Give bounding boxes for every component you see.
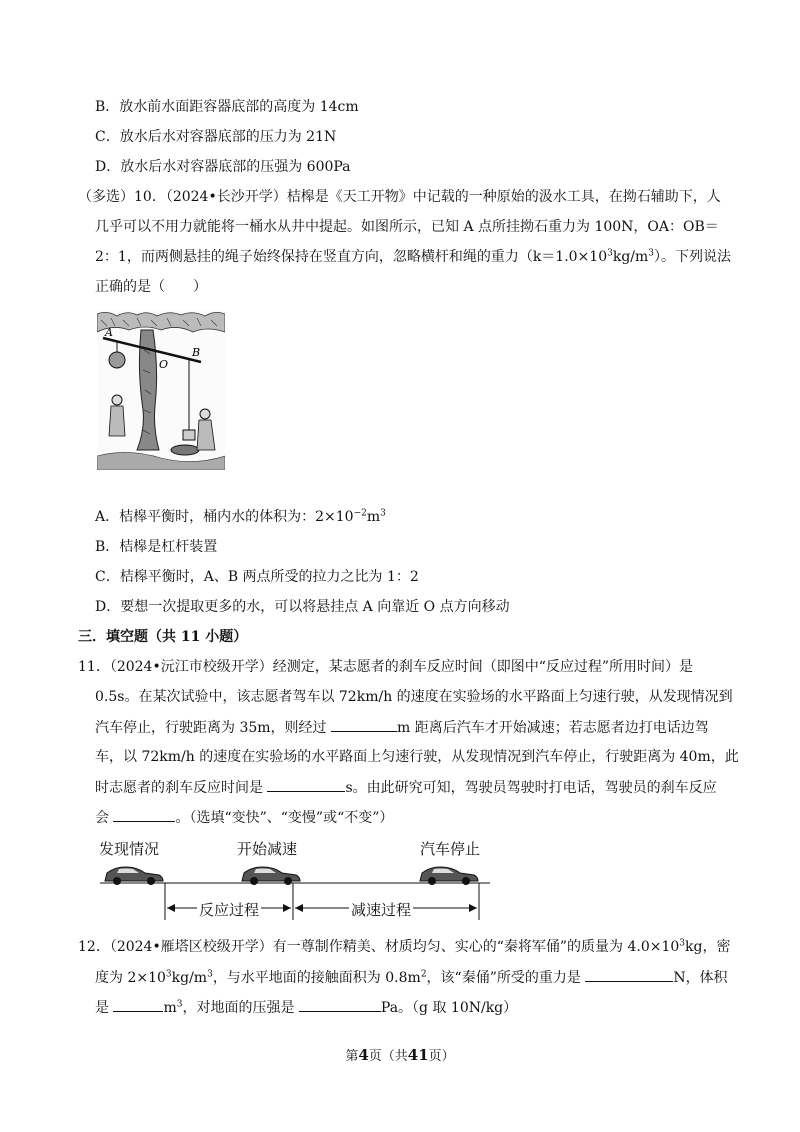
point-b-label: B xyxy=(192,346,201,359)
q10-stem-line2: 几乎可以不用力就能将一桶水从井中提起。如图所示，已知 A 点所挂拗石重力为 100N，OA：OB＝ xyxy=(95,219,719,235)
diagram-graphics xyxy=(95,838,495,923)
point-a-label: A xyxy=(105,326,113,339)
q11-line3: 汽车停止，行驶距离为 35m，则经过 m 距离后汽车才开始减速；若志愿者边打电话边驾 xyxy=(95,717,709,738)
car-icon xyxy=(105,867,163,885)
q11-blank-3[interactable] xyxy=(113,807,175,822)
q10-stem-line3: 2：1，而两侧悬挂的绳子始终保持在竖直方向，忽略横杆和绳的重力$(k=1.0\times 10^3kg/m^3)$。下列说法 xyxy=(95,248,732,265)
q9-option-b: B．放水前水面距容器底部的高度为 14cm xyxy=(95,99,359,115)
q9-option-c: C．放水后水对容器底部的压力为 21N xyxy=(95,129,337,145)
point-o-label: O xyxy=(159,358,169,371)
q12-line1: 12．（2024•雁塔区校级开学）有一尊制作精美、材质均匀、实心的“秦将军俑”的质量为 $4.0\times 10^3kg$，密 xyxy=(78,938,731,955)
q12-blank-2[interactable] xyxy=(113,997,163,1012)
q11-blank-2[interactable] xyxy=(267,777,345,792)
q11-line5: 时志愿者的刹车反应时间是 s。由此研究可知，驾驶员驾驶时打电话，驾驶员的刹车反应 xyxy=(95,777,717,798)
q11-line2: 0.5s。在某次试验中，该志愿者驾车以 72km/h 的速度在实验场的水平路面上匀速行驶，从发现情况到 xyxy=(95,689,733,705)
q11-line6: 会 。（选填“变快”、“变慢”或“不变”） xyxy=(95,807,393,828)
shadoof-illustration xyxy=(97,310,225,470)
page-number: 4 xyxy=(358,1046,369,1064)
q10-option-a: A．桔槔平衡时，桶内水的体积为：$2\times 10^{-2}m^3$ xyxy=(95,508,386,525)
q10-option-d: D．要想一次提取更多的水，可以将悬挂点 A 向靠近 O 点方向移动 xyxy=(95,599,510,615)
q12-blank-1[interactable] xyxy=(585,967,673,982)
q9-option-d: D．放水后水对容器底部的压强为 600Pa xyxy=(95,159,351,175)
braking-diagram xyxy=(95,838,495,923)
page-total: 41 xyxy=(407,1046,429,1064)
q10-option-c: C．桔槔平衡时，A、B 两点所受的拉力之比为 1：2 xyxy=(95,569,419,585)
q11-line4: 车，以 72km/h 的速度在实验场的水平路面上匀速行驶，从发现情况到汽车停止，行驶距离为 40m，此 xyxy=(95,749,739,765)
car-icon xyxy=(242,867,300,885)
section-title: 三．填空题（共 11 小题） xyxy=(78,629,248,645)
q12-blank-3[interactable] xyxy=(299,997,381,1012)
q10-option-b: B．桔槔是杠杆装置 xyxy=(95,539,218,555)
q12-line3: 是 $m^3$，对地面的压强是 Pa。（g 取 10N/kg） xyxy=(95,997,517,1018)
car-icon xyxy=(420,867,478,885)
q10-stem-line1: （多选）10．（2024•长沙开学）桔槔是《天工开物》中记载的一种原始的汲水工具，在拗石辅助下，人 xyxy=(78,189,721,205)
page-footer: 第4页（共41页） xyxy=(345,1046,455,1064)
q11-blank-1[interactable] xyxy=(331,717,397,732)
label-start-decel: 开始减速 xyxy=(237,840,298,858)
label-reaction-process: 反应过程 xyxy=(199,901,260,919)
q10-stem-line4: 正确的是（ ） xyxy=(95,279,207,295)
label-decel-process: 减速过程 xyxy=(351,901,412,919)
label-car-stop: 汽车停止 xyxy=(420,840,481,858)
label-discover: 发现情况 xyxy=(99,840,160,858)
q11-line1: 11．（2024•沅江市校级开学）经测定，某志愿者的刹车反应时间（即图中“反应过程”所用时间）是 xyxy=(78,659,694,675)
q12-line2: 度为 $2\times 10^3kg/m^3$，与水平地面的接触面积为 $0.8m^2$，该“秦俑”所受的重力是 N，体积 xyxy=(95,967,728,988)
